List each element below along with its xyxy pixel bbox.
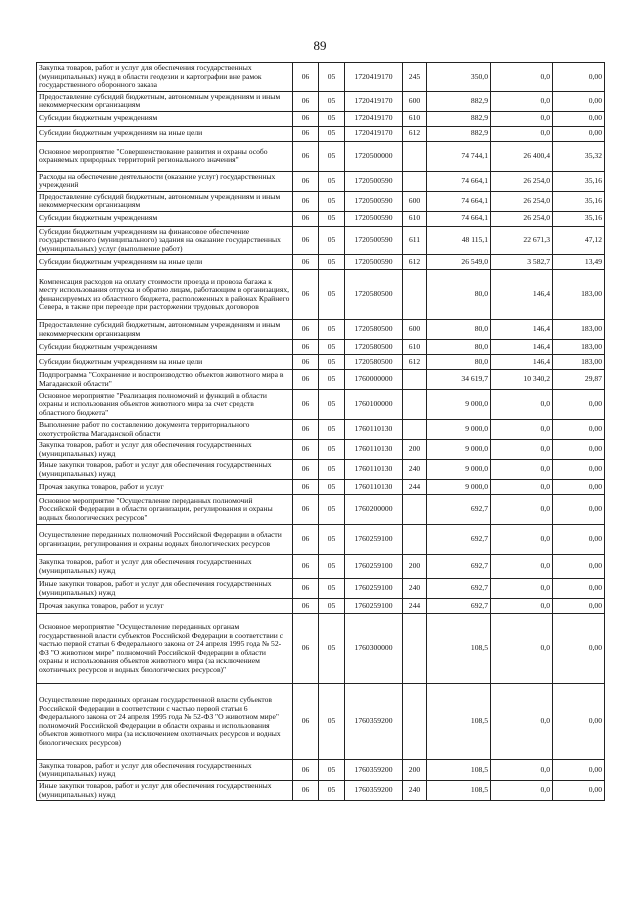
table-row <box>37 126 605 141</box>
table-row <box>37 480 605 495</box>
plan-amount-cell: 80,0 <box>427 355 491 370</box>
actual-amount-cell: 0,0 <box>491 525 553 555</box>
plan-amount-cell: 80,0 <box>427 270 491 320</box>
execution-percent-cell: 35,16 <box>553 191 605 211</box>
subsection-code-cell: 05 <box>319 460 345 480</box>
expense-type-cell <box>403 171 427 191</box>
expense-name-cell: Осуществление переданных полномочий Российской Федерации в области организации, регулирования и охраны водных биологических ресурсов <box>37 525 293 555</box>
table-row <box>37 355 605 370</box>
table-row <box>37 340 605 355</box>
subsection-code-cell: 05 <box>319 270 345 320</box>
actual-amount-cell: 0,0 <box>491 599 553 614</box>
table-row <box>37 171 605 191</box>
section-code-cell: 06 <box>293 781 319 801</box>
plan-amount-cell: 9 000,0 <box>427 460 491 480</box>
expense-name-cell: Компенсация расходов на оплату стоимости проезда и провоза багажа к месту использования отпуска и обратно лицам, работающим в организациях, финансируемых из областного бюджета, расположенных в районах Крайнего Севера, в также при переезде при расторжении трудовых договоров <box>37 270 293 320</box>
subsection-code-cell: 05 <box>319 579 345 599</box>
execution-percent-cell: 0,00 <box>553 579 605 599</box>
table-row <box>37 141 605 171</box>
plan-amount-cell: 9 000,0 <box>427 420 491 440</box>
section-code-cell: 06 <box>293 555 319 579</box>
actual-amount-cell: 0,0 <box>491 111 553 126</box>
expense-type-cell: 240 <box>403 460 427 480</box>
actual-amount-cell: 0,0 <box>491 614 553 684</box>
target-article-cell: 1760300000 <box>345 614 403 684</box>
actual-amount-cell: 26 254,0 <box>491 211 553 226</box>
table-row <box>37 684 605 760</box>
plan-amount-cell: 48 115,1 <box>427 226 491 255</box>
target-article-cell: 1720580500 <box>345 355 403 370</box>
section-code-cell: 06 <box>293 480 319 495</box>
section-code-cell: 06 <box>293 370 319 390</box>
actual-amount-cell: 26 254,0 <box>491 191 553 211</box>
execution-percent-cell: 47,12 <box>553 226 605 255</box>
execution-percent-cell: 0,00 <box>553 460 605 480</box>
actual-amount-cell: 26 400,4 <box>491 141 553 171</box>
actual-amount-cell: 0,0 <box>491 555 553 579</box>
expense-name-cell: Подпрограмма "Сохранение и воспроизводство объектов животного мира в Магаданской области" <box>37 370 293 390</box>
section-code-cell: 06 <box>293 599 319 614</box>
plan-amount-cell: 692,7 <box>427 495 491 525</box>
table-row <box>37 525 605 555</box>
actual-amount-cell: 0,0 <box>491 126 553 141</box>
table-body <box>37 63 605 801</box>
subsection-code-cell: 05 <box>319 191 345 211</box>
table-row <box>37 111 605 126</box>
target-article-cell: 1720500590 <box>345 226 403 255</box>
target-article-cell: 1720500590 <box>345 211 403 226</box>
plan-amount-cell: 74 664,1 <box>427 191 491 211</box>
subsection-code-cell: 05 <box>319 420 345 440</box>
table-row <box>37 614 605 684</box>
subsection-code-cell: 05 <box>319 599 345 614</box>
table-row <box>37 270 605 320</box>
execution-percent-cell: 0,00 <box>553 420 605 440</box>
section-code-cell: 06 <box>293 355 319 370</box>
target-article-cell: 1720580500 <box>345 320 403 340</box>
table-row <box>37 91 605 111</box>
execution-percent-cell: 0,00 <box>553 63 605 92</box>
expense-name-cell: Основное мероприятие "Реализация полномочий и функций в области охраны и использования объектов животного мира за счет средств областного бюджета" <box>37 390 293 420</box>
subsection-code-cell: 05 <box>319 141 345 171</box>
page-number: 89 <box>313 38 327 53</box>
expense-type-cell: 200 <box>403 760 427 781</box>
expense-type-cell: 244 <box>403 480 427 495</box>
table-row <box>37 460 605 480</box>
subsection-code-cell: 05 <box>319 91 345 111</box>
section-code-cell: 06 <box>293 171 319 191</box>
target-article-cell: 1760359200 <box>345 684 403 760</box>
expense-name-cell: Иные закупки товаров, работ и услуг для обеспечения государственных (муниципальных) нужд <box>37 781 293 801</box>
target-article-cell: 1760259100 <box>345 555 403 579</box>
target-article-cell: 1720500000 <box>345 141 403 171</box>
expense-name-cell: Иные закупки товаров, работ и услуг для обеспечения государственных (муниципальных) нужд <box>37 460 293 480</box>
expense-type-cell: 611 <box>403 226 427 255</box>
subsection-code-cell: 05 <box>319 684 345 760</box>
expense-type-cell <box>403 390 427 420</box>
expense-type-cell: 240 <box>403 781 427 801</box>
actual-amount-cell: 26 254,0 <box>491 171 553 191</box>
expense-type-cell: 240 <box>403 579 427 599</box>
section-code-cell: 06 <box>293 270 319 320</box>
expense-type-cell: 244 <box>403 599 427 614</box>
execution-percent-cell: 0,00 <box>553 111 605 126</box>
expense-name-cell: Расходы на обеспечение деятельности (оказание услуг) государственных учреждений <box>37 171 293 191</box>
expense-name-cell: Предоставление субсидий бюджетным, автономным учреждениям и иным некоммерческим организациям <box>37 91 293 111</box>
expense-name-cell: Субсидии бюджетным учреждениям <box>37 111 293 126</box>
table-row <box>37 320 605 340</box>
plan-amount-cell: 26 549,0 <box>427 255 491 270</box>
target-article-cell: 1720419170 <box>345 111 403 126</box>
subsection-code-cell: 05 <box>319 555 345 579</box>
execution-percent-cell: 183,00 <box>553 320 605 340</box>
expense-type-cell <box>403 525 427 555</box>
expense-name-cell: Субсидии бюджетным учреждениям на иные цели <box>37 355 293 370</box>
actual-amount-cell: 0,0 <box>491 781 553 801</box>
section-code-cell: 06 <box>293 390 319 420</box>
subsection-code-cell: 05 <box>319 255 345 270</box>
expense-type-cell: 600 <box>403 91 427 111</box>
subsection-code-cell: 05 <box>319 614 345 684</box>
plan-amount-cell: 108,5 <box>427 781 491 801</box>
target-article-cell: 1760359200 <box>345 760 403 781</box>
execution-percent-cell: 0,00 <box>553 126 605 141</box>
subsection-code-cell: 05 <box>319 126 345 141</box>
expense-type-cell: 200 <box>403 440 427 460</box>
target-article-cell: 1720419170 <box>345 126 403 141</box>
plan-amount-cell: 80,0 <box>427 320 491 340</box>
execution-percent-cell: 0,00 <box>553 91 605 111</box>
expense-name-cell: Основное мероприятие "Осуществление переданных органам государственной власти субъектов Российской Федерации в соответствии с частью первой статьи 6 Федерального закона от 24 апреля 1995 года № 52-ФЗ "О животном мире" полномочий Российской Федерации в области охраны и использования объектов животного мира (за исключением охотничьих ресурсов и водных биологических ресурсов)" <box>37 614 293 684</box>
execution-percent-cell: 0,00 <box>553 760 605 781</box>
execution-percent-cell: 0,00 <box>553 599 605 614</box>
target-article-cell: 1720419170 <box>345 63 403 92</box>
table-row <box>37 255 605 270</box>
subsection-code-cell: 05 <box>319 370 345 390</box>
expense-type-cell <box>403 614 427 684</box>
expense-type-cell <box>403 270 427 320</box>
subsection-code-cell: 05 <box>319 495 345 525</box>
expense-name-cell: Основное мероприятие "Совершенствование развития и охраны особо охраняемых природных территорий регионального значения" <box>37 141 293 171</box>
actual-amount-cell: 0,0 <box>491 390 553 420</box>
subsection-code-cell: 05 <box>319 781 345 801</box>
target-article-cell: 1760110130 <box>345 460 403 480</box>
table-row <box>37 420 605 440</box>
expense-type-cell: 612 <box>403 126 427 141</box>
section-code-cell: 06 <box>293 340 319 355</box>
expense-type-cell <box>403 495 427 525</box>
target-article-cell: 1760200000 <box>345 495 403 525</box>
budget-table <box>36 62 605 801</box>
expense-name-cell: Выполнение работ по составлению документа территориального охотустройства Магаданской области <box>37 420 293 440</box>
section-code-cell: 06 <box>293 614 319 684</box>
target-article-cell: 1760100000 <box>345 390 403 420</box>
actual-amount-cell: 0,0 <box>491 440 553 460</box>
table-row <box>37 390 605 420</box>
expense-type-cell: 610 <box>403 111 427 126</box>
actual-amount-cell: 0,0 <box>491 579 553 599</box>
subsection-code-cell: 05 <box>319 355 345 370</box>
subsection-code-cell: 05 <box>319 525 345 555</box>
section-code-cell: 06 <box>293 579 319 599</box>
table-row <box>37 370 605 390</box>
section-code-cell: 06 <box>293 420 319 440</box>
actual-amount-cell: 146,4 <box>491 320 553 340</box>
section-code-cell: 06 <box>293 320 319 340</box>
plan-amount-cell: 80,0 <box>427 340 491 355</box>
execution-percent-cell: 13,49 <box>553 255 605 270</box>
actual-amount-cell: 0,0 <box>491 495 553 525</box>
section-code-cell: 06 <box>293 91 319 111</box>
target-article-cell: 1720500590 <box>345 191 403 211</box>
expense-type-cell: 610 <box>403 211 427 226</box>
subsection-code-cell: 05 <box>319 480 345 495</box>
expense-name-cell: Осуществление переданных органам государственной власти субъектов Российской Федерации в соответствии с частью первой статьи 6 Федерального закона от 24 апреля 1995 года № 52-ФЗ "О животном мире" полномочий Российской Федерации в области охраны и использования объектов животного мира (за исключением охотничьих ресурсов и водных биологических ресурсов) <box>37 684 293 760</box>
actual-amount-cell: 22 671,3 <box>491 226 553 255</box>
execution-percent-cell: 35,32 <box>553 141 605 171</box>
execution-percent-cell: 0,00 <box>553 390 605 420</box>
table-row <box>37 211 605 226</box>
section-code-cell: 06 <box>293 495 319 525</box>
actual-amount-cell: 146,4 <box>491 355 553 370</box>
expense-type-cell: 200 <box>403 555 427 579</box>
expense-type-cell <box>403 684 427 760</box>
plan-amount-cell: 882,9 <box>427 126 491 141</box>
expense-name-cell: Прочая закупка товаров, работ и услуг <box>37 599 293 614</box>
expense-name-cell: Субсидии бюджетным учреждениям на финансовое обеспечение государственного (муниципального) задания на оказание государственных (муниципальных) услуг (выполнение работ) <box>37 226 293 255</box>
actual-amount-cell: 3 582,7 <box>491 255 553 270</box>
plan-amount-cell: 882,9 <box>427 91 491 111</box>
subsection-code-cell: 05 <box>319 211 345 226</box>
expense-name-cell: Закупка товаров, работ и услуг для обеспечения государственных (муниципальных) нужд <box>37 440 293 460</box>
section-code-cell: 06 <box>293 226 319 255</box>
actual-amount-cell: 0,0 <box>491 760 553 781</box>
plan-amount-cell: 692,7 <box>427 525 491 555</box>
execution-percent-cell: 35,16 <box>553 211 605 226</box>
expense-name-cell: Субсидии бюджетным учреждениям <box>37 211 293 226</box>
table-row <box>37 781 605 801</box>
expense-type-cell: 610 <box>403 340 427 355</box>
expense-name-cell: Предоставление субсидий бюджетным, автономным учреждениям и иным некоммерческим организациям <box>37 320 293 340</box>
execution-percent-cell: 0,00 <box>553 614 605 684</box>
section-code-cell: 06 <box>293 141 319 171</box>
expense-type-cell: 612 <box>403 255 427 270</box>
plan-amount-cell: 108,5 <box>427 684 491 760</box>
target-article-cell: 1760259100 <box>345 599 403 614</box>
subsection-code-cell: 05 <box>319 340 345 355</box>
actual-amount-cell: 0,0 <box>491 684 553 760</box>
table-row <box>37 579 605 599</box>
section-code-cell: 06 <box>293 684 319 760</box>
plan-amount-cell: 882,9 <box>427 111 491 126</box>
plan-amount-cell: 9 000,0 <box>427 390 491 420</box>
actual-amount-cell: 146,4 <box>491 340 553 355</box>
target-article-cell: 1760359200 <box>345 781 403 801</box>
execution-percent-cell: 0,00 <box>553 525 605 555</box>
target-article-cell: 1720580500 <box>345 340 403 355</box>
expense-name-cell: Иные закупки товаров, работ и услуг для обеспечения государственных (муниципальных) нужд <box>37 579 293 599</box>
target-article-cell: 1760110130 <box>345 480 403 495</box>
subsection-code-cell: 05 <box>319 320 345 340</box>
execution-percent-cell: 0,00 <box>553 781 605 801</box>
execution-percent-cell: 29,87 <box>553 370 605 390</box>
section-code-cell: 06 <box>293 111 319 126</box>
section-code-cell: 06 <box>293 211 319 226</box>
execution-percent-cell: 0,00 <box>553 480 605 495</box>
table-row <box>37 495 605 525</box>
target-article-cell: 1720500590 <box>345 255 403 270</box>
expense-name-cell: Закупка товаров, работ и услуг для обеспечения государственных (муниципальных) нужд в области геодезии и картографии вне рамок государственного оборонного заказа <box>37 63 293 92</box>
table-row <box>37 599 605 614</box>
table-row <box>37 191 605 211</box>
execution-percent-cell: 0,00 <box>553 495 605 525</box>
actual-amount-cell: 0,0 <box>491 420 553 440</box>
section-code-cell: 06 <box>293 191 319 211</box>
subsection-code-cell: 05 <box>319 390 345 420</box>
plan-amount-cell: 350,0 <box>427 63 491 92</box>
expense-name-cell: Основное мероприятие "Осуществление переданных полномочий Российской Федерации в области организации, регулирования и охраны водных биологических ресурсов" <box>37 495 293 525</box>
actual-amount-cell: 10 340,2 <box>491 370 553 390</box>
section-code-cell: 06 <box>293 255 319 270</box>
subsection-code-cell: 05 <box>319 226 345 255</box>
subsection-code-cell: 05 <box>319 760 345 781</box>
expense-name-cell: Закупка товаров, работ и услуг для обеспечения государственных (муниципальных) нужд <box>37 555 293 579</box>
plan-amount-cell: 692,7 <box>427 599 491 614</box>
expense-name-cell: Закупка товаров, работ и услуг для обеспечения государственных (муниципальных) нужд <box>37 760 293 781</box>
subsection-code-cell: 05 <box>319 111 345 126</box>
plan-amount-cell: 9 000,0 <box>427 440 491 460</box>
plan-amount-cell: 74 664,1 <box>427 211 491 226</box>
expense-type-cell <box>403 420 427 440</box>
expense-name-cell: Субсидии бюджетным учреждениям на иные цели <box>37 126 293 141</box>
target-article-cell: 1760110130 <box>345 420 403 440</box>
expense-type-cell <box>403 141 427 171</box>
actual-amount-cell: 0,0 <box>491 91 553 111</box>
section-code-cell: 06 <box>293 440 319 460</box>
execution-percent-cell: 183,00 <box>553 270 605 320</box>
expense-name-cell: Прочая закупка товаров, работ и услуг <box>37 480 293 495</box>
actual-amount-cell: 0,0 <box>491 480 553 495</box>
section-code-cell: 06 <box>293 760 319 781</box>
execution-percent-cell: 0,00 <box>553 684 605 760</box>
actual-amount-cell: 0,0 <box>491 460 553 480</box>
expense-type-cell: 600 <box>403 191 427 211</box>
target-article-cell: 1760000000 <box>345 370 403 390</box>
expense-name-cell: Субсидии бюджетным учреждениям на иные цели <box>37 255 293 270</box>
execution-percent-cell: 35,16 <box>553 171 605 191</box>
section-code-cell: 06 <box>293 525 319 555</box>
target-article-cell: 1720500590 <box>345 171 403 191</box>
table-row <box>37 226 605 255</box>
execution-percent-cell: 0,00 <box>553 440 605 460</box>
table-row <box>37 555 605 579</box>
expense-type-cell: 245 <box>403 63 427 92</box>
expense-type-cell: 600 <box>403 320 427 340</box>
table-row <box>37 63 605 92</box>
plan-amount-cell: 9 000,0 <box>427 480 491 495</box>
subsection-code-cell: 05 <box>319 171 345 191</box>
table-row <box>37 440 605 460</box>
plan-amount-cell: 692,7 <box>427 579 491 599</box>
expense-name-cell: Субсидии бюджетным учреждениям <box>37 340 293 355</box>
table-row <box>37 760 605 781</box>
target-article-cell: 1720419170 <box>345 91 403 111</box>
actual-amount-cell: 0,0 <box>491 63 553 92</box>
target-article-cell: 1760259100 <box>345 525 403 555</box>
target-article-cell: 1760259100 <box>345 579 403 599</box>
section-code-cell: 06 <box>293 126 319 141</box>
expense-name-cell: Предоставление субсидий бюджетным, автономным учреждениям и иным некоммерческим организациям <box>37 191 293 211</box>
subsection-code-cell: 05 <box>319 63 345 92</box>
plan-amount-cell: 108,5 <box>427 614 491 684</box>
expense-type-cell: 612 <box>403 355 427 370</box>
target-article-cell: 1760110130 <box>345 440 403 460</box>
execution-percent-cell: 183,00 <box>553 355 605 370</box>
execution-percent-cell: 0,00 <box>553 555 605 579</box>
plan-amount-cell: 74 744,1 <box>427 141 491 171</box>
plan-amount-cell: 108,5 <box>427 760 491 781</box>
section-code-cell: 06 <box>293 460 319 480</box>
plan-amount-cell: 692,7 <box>427 555 491 579</box>
actual-amount-cell: 146,4 <box>491 270 553 320</box>
subsection-code-cell: 05 <box>319 440 345 460</box>
execution-percent-cell: 183,00 <box>553 340 605 355</box>
target-article-cell: 1720580500 <box>345 270 403 320</box>
expense-type-cell <box>403 370 427 390</box>
plan-amount-cell: 74 664,1 <box>427 171 491 191</box>
plan-amount-cell: 34 619,7 <box>427 370 491 390</box>
section-code-cell: 06 <box>293 63 319 92</box>
